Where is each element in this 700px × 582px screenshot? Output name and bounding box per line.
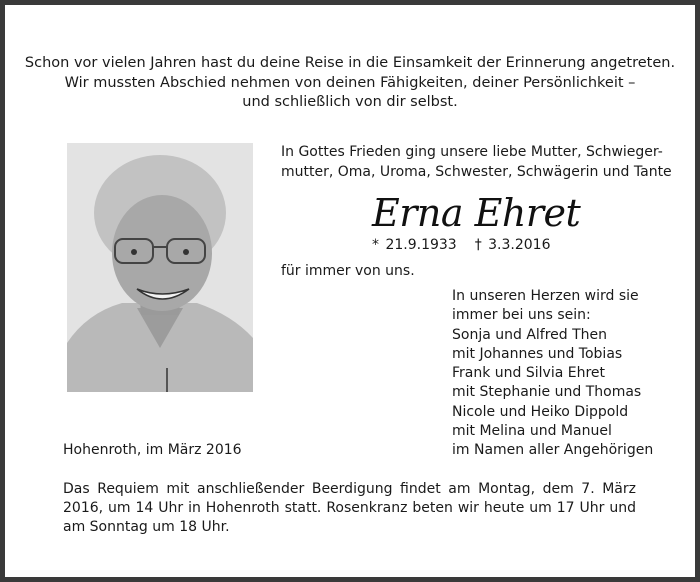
mourner-line: Nicole und Heiko Dippold [452,403,629,420]
mourner-line: Frank und Silvia Ehret [452,365,606,382]
verse-line: Schon vor vielen Jahren hast du deine Reise in die Einsamkeit der Erinnerung angetreten. [24,55,676,71]
mourners-list [452,287,653,461]
funeral-notice: Das Requiem mit anschließender Beerdigung findet am Montag, dem 7. März 2016, um 14 Uhr in Hohenroth statt. Rosenkranz beten wir heute um 17 Uhr und am Sonntag um 18 Uhr. [63,481,636,535]
verse-line: und schließlich von dir selbst. [242,94,458,110]
mourner-line: Sonja und Alfred Then [452,326,608,343]
intro-line: In Gottes Frieden ging unsere liebe Mutter, Schwieger- [281,144,663,160]
mourner-line: mit Johannes und Tobias [452,345,623,362]
death-date: † 3.3.2016 [474,237,551,253]
birth-date: * 21.9.1933 [372,237,457,253]
life-dates [372,236,551,255]
memorial-verse [20,54,680,113]
intro-line: mutter, Oma, Uroma, Schwester, Schwägerin und Tante [281,164,672,180]
mourner-line: immer bei uns sein: [452,307,591,324]
mourner-line: mit Stephanie und Thomas [452,384,642,401]
portrait-photo [67,143,253,392]
mourner-line: mit Melina und Manuel [452,423,612,440]
mourner-line: im Namen aller Angehörigen [452,442,654,459]
mourner-line: In unseren Herzen wird sie [452,288,639,304]
death-announcement-intro [281,142,672,182]
announcement-closing: für immer von uns. [281,263,415,279]
verse-line: Wir mussten Abschied nehmen von deinen Fähigkeiten, deiner Persönlichkeit – [64,74,636,91]
place-and-date: Hohenroth, im März 2016 [63,442,242,458]
deceased-name: Erna Ehret [372,191,581,235]
